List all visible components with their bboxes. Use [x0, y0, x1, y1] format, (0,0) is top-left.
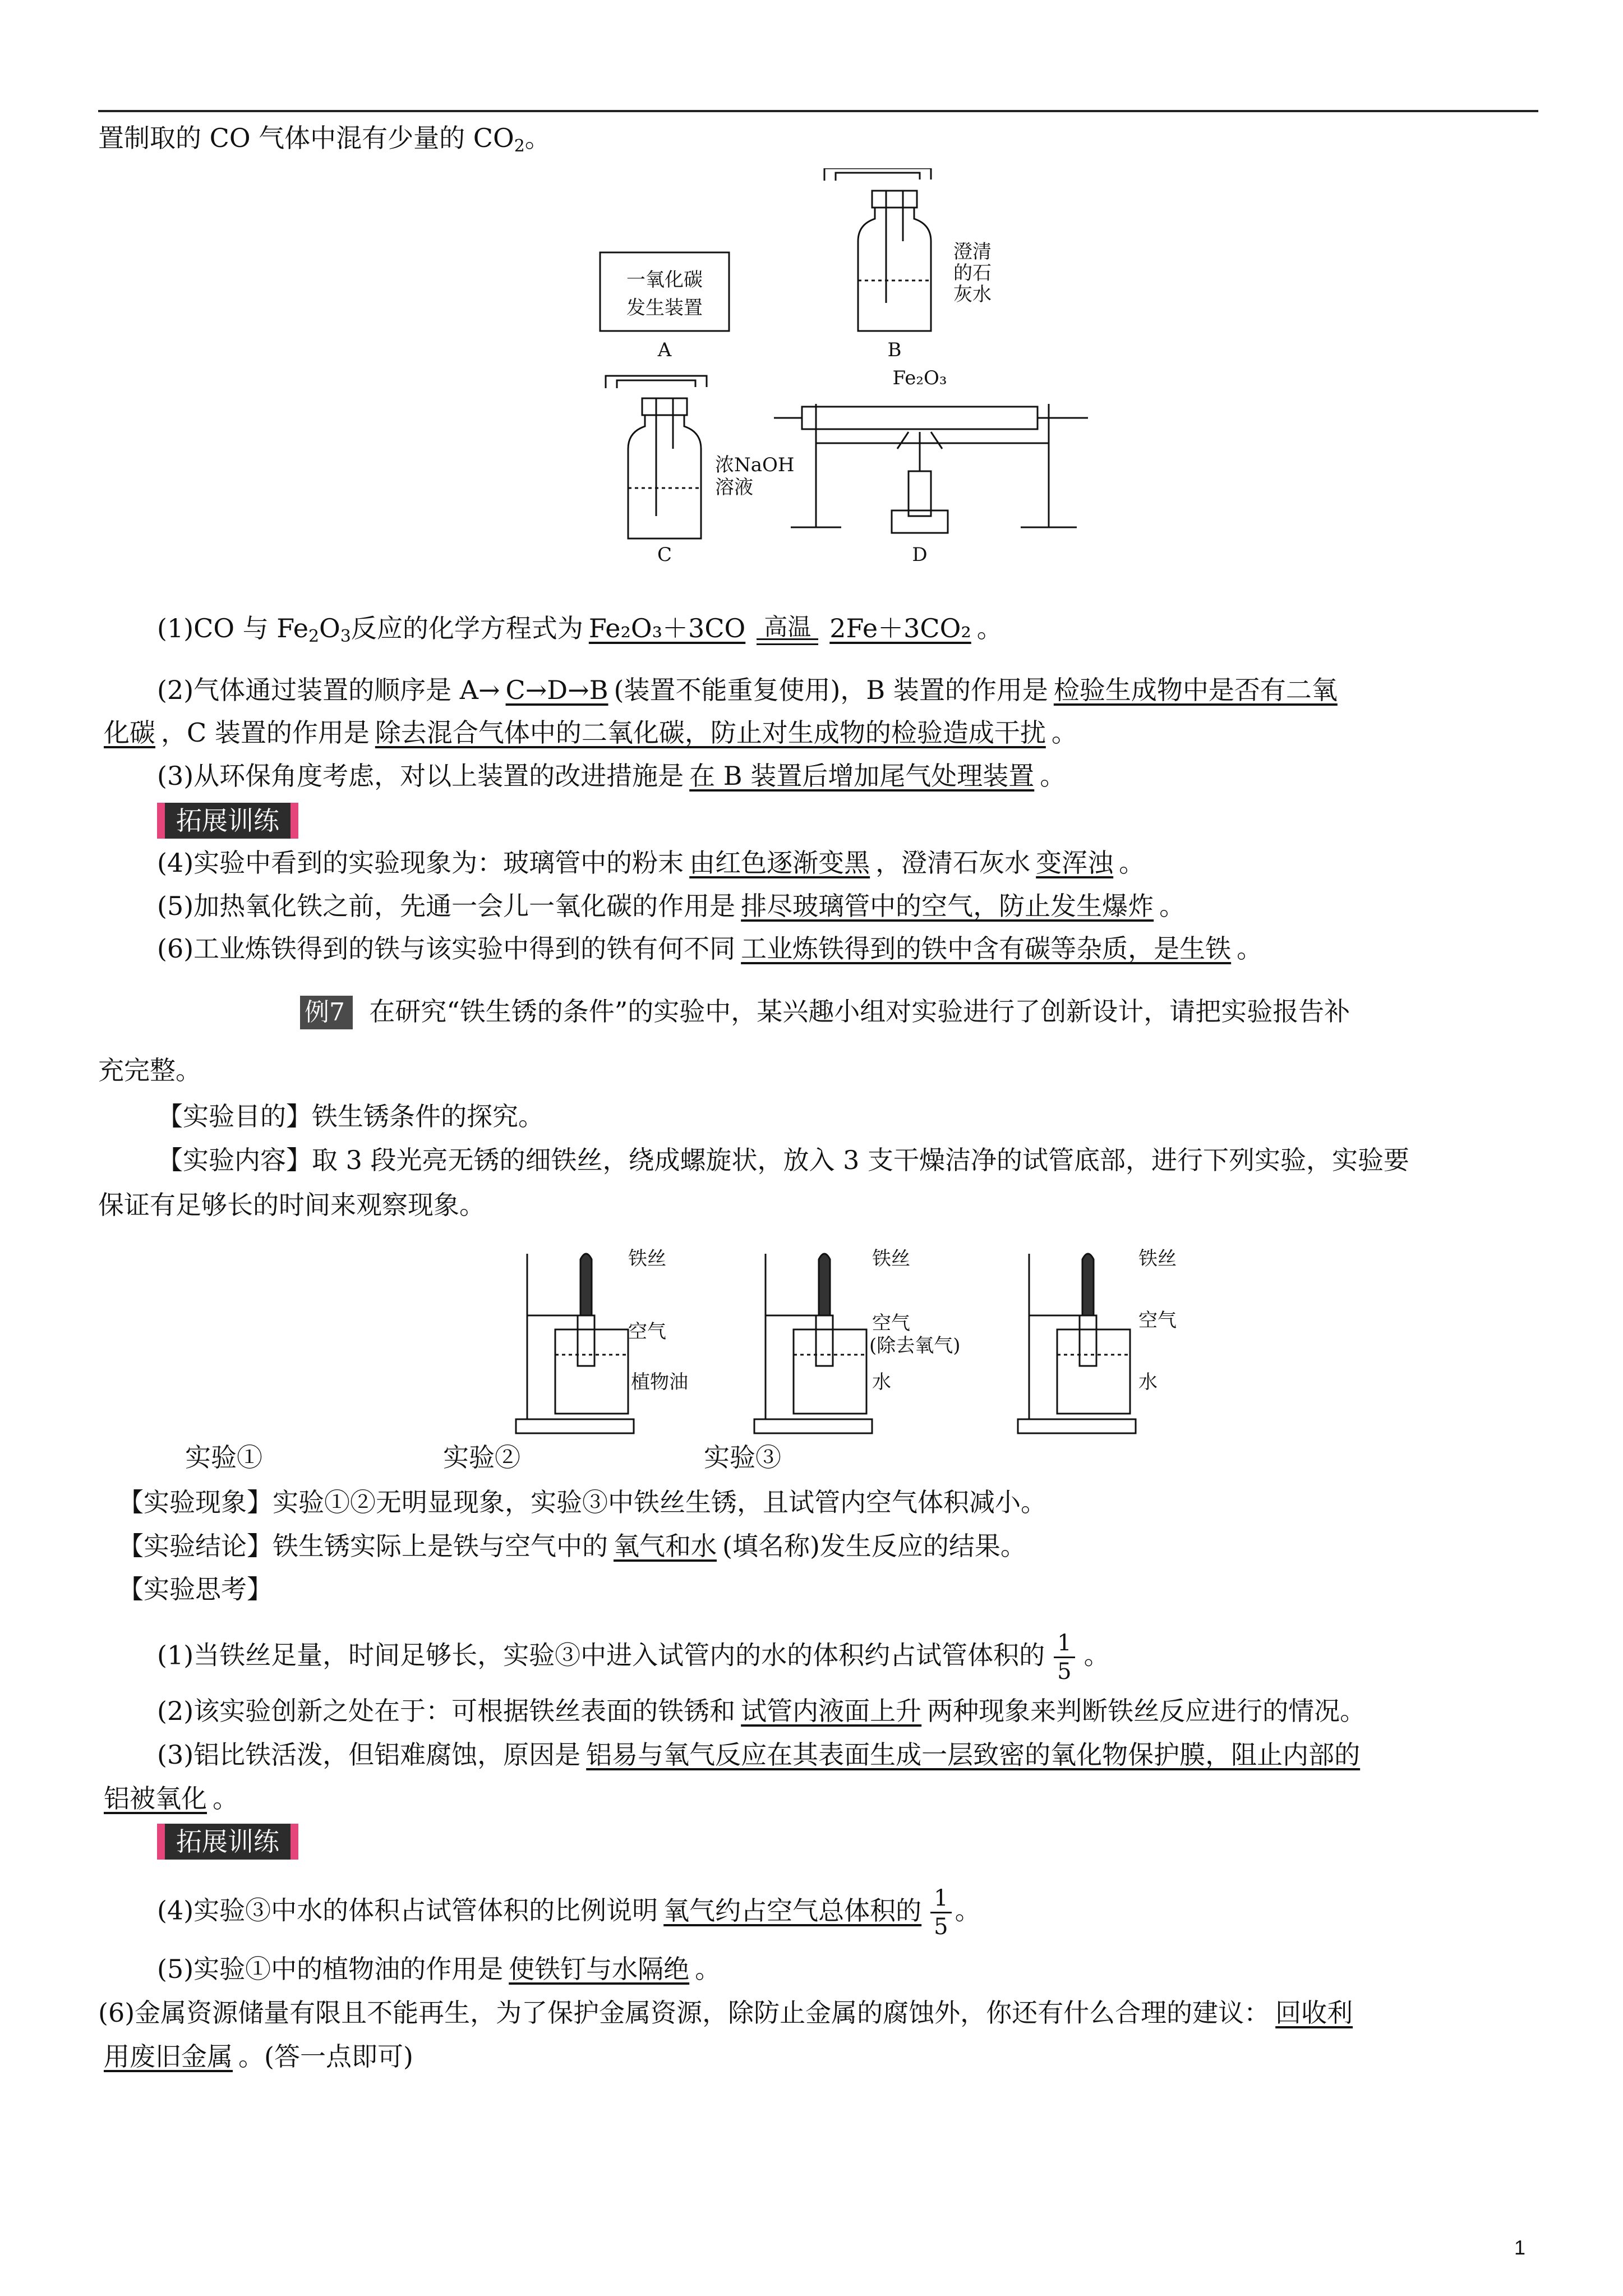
- box-a-line2: 发生装置: [626, 297, 703, 319]
- answer-t2: 试管内液面上升: [741, 1696, 922, 1726]
- exp1-oil-label: 植物油: [631, 1371, 688, 1393]
- answer-2a: C→D→B: [505, 675, 608, 705]
- intro-line: 置制取的 CO 气体中混有少量的 $CO_2$。: [98, 123, 551, 156]
- experiment-thinking: 【实验思考】: [118, 1574, 273, 1604]
- exp2-air-label: 空气: [872, 1312, 910, 1335]
- answer-2c: 除去混合气体中的二氧化碳，防止对生成物的检验造成干扰: [375, 717, 1046, 748]
- answer-1a: Fe₂O₃＋3CO: [588, 613, 746, 643]
- answer-2b-cont: 化碳: [104, 717, 155, 748]
- answer-t3-cont: 铝被氧化: [104, 1783, 207, 1814]
- experiment-2-apparatus: [754, 1254, 872, 1433]
- exp2-wire-label: 铁丝: [872, 1248, 910, 1270]
- experiment-content-2: 保证有足够长的时间来观察现象。: [98, 1190, 485, 1220]
- thinking-6-line1: (6)金属资源储量有限且不能再生，为了保护金属资源，除防止金属的腐蚀外，你还有什么合理的建议： 回收利: [98, 1991, 1358, 2034]
- exp3-water-label: 水: [1138, 1371, 1158, 1393]
- thinking-2: (2)该实验创新之处在于：可根据铁丝表面的铁锈和 试管内液面上升 两种现象来判断铁丝反应进行的情况。: [157, 1696, 1366, 1726]
- header-rule: [98, 110, 1538, 112]
- experiment-content-1: 【实验内容】取 3 段光亮无锈的细铁丝，绕成螺旋状，放入 3 支干燥洁净的试管底部，进行下列实验，实验要: [157, 1145, 1410, 1175]
- b-label-3: 灰水: [953, 283, 992, 306]
- box-a: [600, 252, 729, 331]
- box-a-line1: 一氧化碳: [626, 269, 703, 291]
- example-7-line1: 例7 在研究“铁生锈的条件”的实验中，某兴趣小组对实验进行了创新设计，请把实验报告补: [300, 990, 1350, 1033]
- answer-1b: 2Fe＋3CO₂: [829, 613, 971, 643]
- exp1-air-label: 空气: [628, 1320, 666, 1343]
- thinking-1: (1)当铁丝足量，时间足够长，实验③中进入试管内的水的体积约占试管体积的 $\frac{1}{5}$ 。: [157, 1630, 1110, 1685]
- rust-experiment-figure: [168, 1231, 1234, 1484]
- answer-t3: 铝易与氧气反应在其表面生成一层致密的氧化物保护膜，阻止内部的: [586, 1740, 1361, 1770]
- exp-label-3: 实验③: [704, 1442, 781, 1473]
- exp2-water-label: 水: [872, 1371, 891, 1393]
- exp3-air-label: 空气: [1138, 1309, 1177, 1332]
- experiment-purpose: 【实验目的】铁生锈条件的探究。: [157, 1101, 544, 1131]
- answer-t6: 回收利: [1275, 1998, 1353, 2028]
- d-label-fe2o3: Fe₂O₃: [892, 367, 947, 389]
- tag-extension-1: 拓展训练: [157, 799, 298, 842]
- question-6: (6)工业炼铁得到的铁与该实验中得到的铁有何不同 工业炼铁得到的铁中含有碳等杂质，是生铁 。: [157, 933, 1263, 964]
- tag-extension-2: 拓展训练: [157, 1820, 298, 1863]
- thinking-3-line1: (3)铝比铁活泼，但铝难腐蚀，原因是 铝易与氧气反应在其表面生成一层致密的氧化物保护膜，阻止内部的: [157, 1733, 1366, 1776]
- question-5: (5)加热氧化铁之前，先通一会儿一氧化碳的作用是 排尽玻璃管中的空气，防止发生爆炸 。: [157, 891, 1186, 921]
- b-label-2: 的石: [953, 262, 992, 284]
- answer-6: 工业炼铁得到的铁中含有碳等杂质，是生铁: [741, 933, 1232, 964]
- setup-d: [774, 404, 1088, 533]
- answer-conclusion: 氧气和水: [614, 1531, 717, 1561]
- exp-label-2: 实验②: [443, 1442, 520, 1473]
- answer-t4: 氧气约占空气总体积的: [663, 1895, 922, 1926]
- thinking-5: (5)实验①中的植物油的作用是 使铁钉与水隔绝 。: [157, 1954, 721, 1984]
- label-c: C: [657, 544, 672, 566]
- question-3: (3)从环保角度考虑，对以上装置的改进措施是 在 B 装置后增加尾气处理装置 。: [157, 761, 1066, 791]
- answer-5: 排尽玻璃管中的空气，防止发生爆炸: [741, 891, 1154, 921]
- experiment-conclusion: 【实验结论】铁生锈实际上是铁与空气中的 氧气和水 (填名称)发生反应的结果。: [118, 1531, 1026, 1561]
- b-label-1: 澄清: [953, 241, 992, 263]
- answer-t6-cont: 用废旧金属: [104, 2041, 233, 2072]
- bottle-b: [824, 168, 931, 331]
- thinking-6-line2: 用废旧金属 。(答一点即可): [98, 2035, 413, 2078]
- question-2-line1: (2)气体通过装置的顺序是 A→ C→D→B (装置不能重复使用)，B 装置的作用是 检验生成物中是否有二氧: [157, 669, 1343, 711]
- thinking-3-line2: 铝被氧化 。: [98, 1777, 238, 1820]
- label-a: A: [657, 339, 672, 361]
- apparatus-figure: [594, 168, 1133, 572]
- example-7-line2: 充完整。: [98, 1055, 201, 1085]
- answer-3: 在 B 装置后增加尾气处理装置: [689, 761, 1035, 791]
- question-2-line2: 化碳 ，C 装置的作用是 除去混合气体中的二氧化碳，防止对生成物的检验造成干扰 。: [98, 711, 1077, 754]
- question-4: (4)实验中看到的实验现象为：玻璃管中的粉末 由红色逐渐变黑 ，澄清石灰水 变浑浊 。: [157, 848, 1145, 878]
- thinking-4: (4)实验③中水的体积占试管体积的比例说明 氧气约占空气总体积的 $\frac{1}{5}$ 。: [157, 1885, 981, 1940]
- bottle-c: [606, 376, 707, 539]
- c-label-2: 溶液: [715, 476, 753, 499]
- exp-label-1: 实验①: [185, 1442, 262, 1473]
- fraction-one-fifth: $\frac{1}{5}$: [1054, 1630, 1075, 1685]
- label-d: D: [912, 544, 928, 566]
- c-label-1: 浓NaOH: [715, 454, 795, 476]
- label-b: B: [887, 339, 902, 361]
- experiment-3-apparatus: [1018, 1254, 1136, 1433]
- exp3-wire-label: 铁丝: [1138, 1248, 1177, 1270]
- exp2-air-note: (除去氧气): [869, 1335, 961, 1357]
- condition-high-temp: 高温: [757, 616, 818, 645]
- answer-t5: 使铁钉与水隔绝: [509, 1954, 690, 1984]
- experiment-phenomenon: 【实验现象】实验①②无明显现象，实验③中铁丝生锈，且试管内空气体积减小。: [118, 1487, 1046, 1517]
- question-1: (1)CO 与 $Fe_2O_3$反应的化学方程式为 Fe₂O₃＋3CO 高温 2Fe＋3CO₂ 。: [157, 613, 1003, 646]
- fraction-one-fifth-2: $\frac{1}{5}$: [930, 1885, 951, 1940]
- page-number: 1: [1514, 2236, 1526, 2259]
- answer-4b: 变浑浊: [1036, 848, 1114, 878]
- experiment-1-apparatus: [516, 1254, 634, 1433]
- exp1-wire-label: 铁丝: [628, 1248, 666, 1270]
- answer-2b: 检验生成物中是否有二氧: [1053, 675, 1338, 705]
- example-label: 例7: [300, 996, 353, 1029]
- answer-4a: 由红色逐渐变黑: [689, 848, 870, 878]
